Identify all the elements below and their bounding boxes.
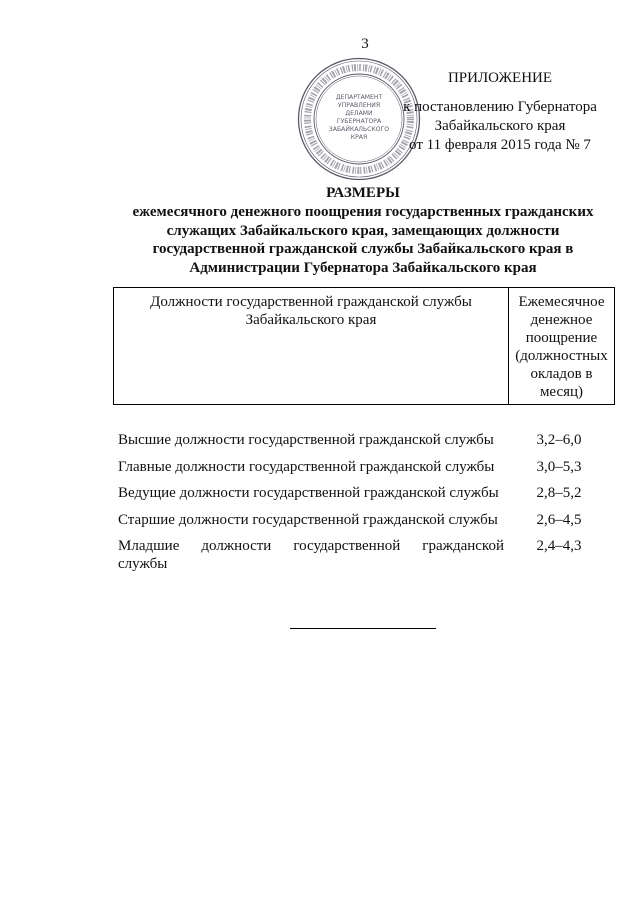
appendix-reference-line: Забайкальского края (434, 118, 566, 134)
table-header (113, 287, 615, 405)
bonus-range: 2,6–4,5 (536, 511, 582, 528)
appendix-label: ПРИЛОЖЕНИЕ (447, 70, 553, 86)
seal-text-line: КРАЯ (350, 134, 368, 141)
bonus-range: 2,4–4,3 (536, 538, 582, 554)
table-header-amount-line: поощрение (525, 330, 598, 346)
seal-text-line: УПРАВЛЕНИЯ (337, 102, 381, 109)
table-body (118, 431, 608, 582)
bonus-range: 3,2–6,0 (536, 432, 582, 448)
title-line: Администрации Губернатора Забайкальского края (189, 259, 537, 276)
title-line: государственной гражданской службы Забайкальского края в (152, 241, 574, 257)
page-number: 3 (361, 36, 369, 52)
official-seal (296, 56, 422, 182)
table-header-amount-line: месяц) (539, 384, 584, 400)
position-category: Старшие должности государственной гражданской службы (118, 511, 498, 528)
table-header-amount-line: Ежемесячное (518, 294, 605, 310)
table-header-amount-line: окладов в (530, 366, 593, 382)
table-header-amount-line: (должностных (515, 348, 608, 364)
table-row (118, 537, 608, 573)
closing-rule (290, 628, 436, 629)
table-row (118, 484, 608, 502)
table-row (118, 431, 608, 449)
position-category: Ведущие должности государственной гражданской службы (118, 485, 499, 501)
table-row (118, 511, 608, 529)
seal-text-line: ГУБЕРНАТОРА (336, 118, 382, 125)
title-line: ежемесячного денежного поощрения государственных гражданских (132, 204, 594, 220)
table-header-amount-line: денежное (530, 312, 593, 328)
position-category: Главные должности государственной гражданской службы (118, 458, 495, 475)
bonus-range: 3,0–5,3 (536, 458, 582, 475)
table-row (118, 458, 608, 476)
seal-text-line: ДЕЛАМИ (345, 110, 373, 117)
appendix-reference (390, 98, 610, 155)
position-category: Высшие должности государственной гражданской службы (118, 432, 494, 448)
appendix-reference-line: от 11 февраля 2015 года № 7 (409, 137, 591, 153)
table-header-position (114, 288, 509, 404)
seal-text-line: ДЕПАРТАМЕНТ (335, 94, 383, 101)
title-line: служащих Забайкальского края, замещающих должности (166, 222, 560, 239)
table-header-position-line: Забайкальского края (245, 312, 377, 328)
bonus-range: 2,8–5,2 (536, 485, 582, 501)
table-header-position-line: Должности государственной гражданской службы (150, 294, 472, 310)
table-header-amount (509, 288, 614, 404)
appendix-reference-line: к постановлению Губернатора (403, 99, 597, 115)
seal-text-line: ЗАБАЙКАЛЬСКОГО (328, 126, 390, 133)
title-heading: РАЗМЕРЫ (326, 185, 400, 201)
position-category: Младшие должности государственной гражданской службы (118, 538, 504, 572)
document-title (113, 183, 613, 277)
